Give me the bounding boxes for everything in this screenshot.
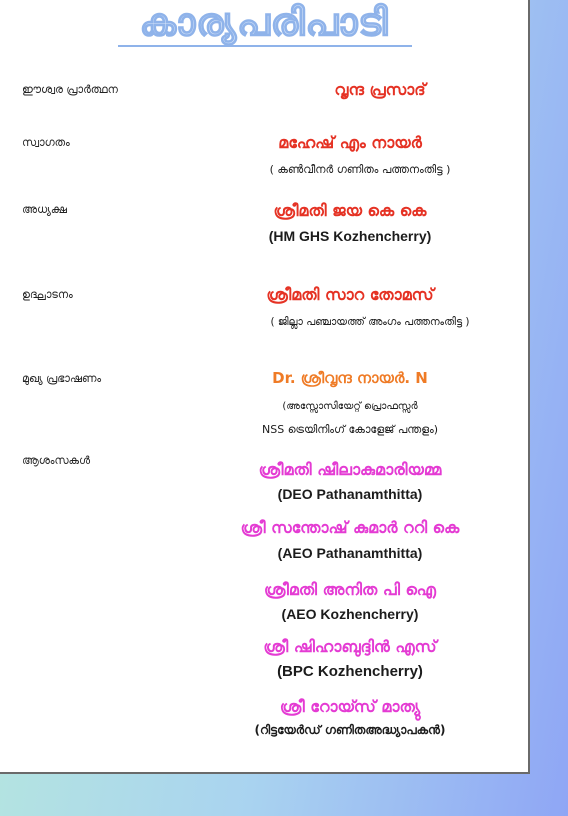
sub-presidency: (HM GHS Kozhencherry)	[268, 228, 432, 244]
name-keynote: Dr. ശ്രീവൃന്ദ നായർ. N	[272, 369, 428, 387]
sub-greeting-5: (റിട്ടയേർഡ് ഗണിതഅദ്ധ്യാപകൻ)	[254, 723, 446, 737]
title-underline	[118, 45, 412, 47]
name-greeting-5: ശ്രീ റോയ്സ് മാത്യു	[279, 697, 421, 716]
name-presidency: ശ്രീമതി ജയ കെ കെ	[273, 201, 427, 220]
label-felicitations: ആശംസകൾ	[22, 454, 91, 467]
name-greeting-2: ശ്രീ സന്തോഷ് കുമാർ ററി കെ	[240, 518, 460, 537]
name-prayer: വൃന്ദ പ്രസാദ്	[334, 80, 426, 99]
name-greeting-4: ശ്രീ ഷിഹാബുദ്ദിൻ എസ്	[263, 637, 437, 656]
label-prayer: ഈശ്വര പ്രാർത്ഥന	[22, 83, 118, 96]
label-keynote: മുഖ്യ പ്രഭാഷണം	[22, 372, 102, 385]
sub2-keynote: NSS ട്രെയിനിംഗ് കോളേജ് പന്തളം)	[262, 423, 438, 436]
name-inauguration: ശ്രീമതി സാറ തോമസ്	[266, 285, 434, 304]
name-greeting-3: ശ്രീമതി അനിത പി ഐ	[263, 580, 436, 599]
label-presidency: അധ്യക്ഷ	[22, 203, 67, 216]
sub-greeting-4: (BPC Kozhencherry)	[277, 663, 423, 680]
name-greeting-1: ശ്രീമതി ഷീലാകുമാരിയമ്മ	[258, 460, 442, 479]
sub-inauguration: ( ജില്ലാ പഞ്ചായത്ത് അംഗം പത്തനംതിട്ട )	[270, 316, 470, 328]
label-welcome: സ്വാഗതം	[22, 136, 70, 149]
name-welcome: മഹേഷ് എം നായർ	[278, 133, 422, 152]
sub-greeting-3: (AEO Kozhencherry)	[281, 606, 419, 622]
label-inauguration: ഉദ്ഘാടനം	[22, 288, 73, 301]
program-title: കാര്യപരിപാടി	[139, 0, 389, 44]
sub-welcome: ( കൺവീനർ ഗണിതം പത്തനംതിട്ട )	[269, 163, 451, 176]
sub-greeting-2: (AEO Pathanamthitta)	[277, 545, 423, 561]
sub-keynote: (അസ്സോസിയേറ്റ് പ്രൊഫസ്സർ	[282, 401, 418, 412]
sub-greeting-1: (DEO Pathanamthitta)	[277, 486, 423, 502]
